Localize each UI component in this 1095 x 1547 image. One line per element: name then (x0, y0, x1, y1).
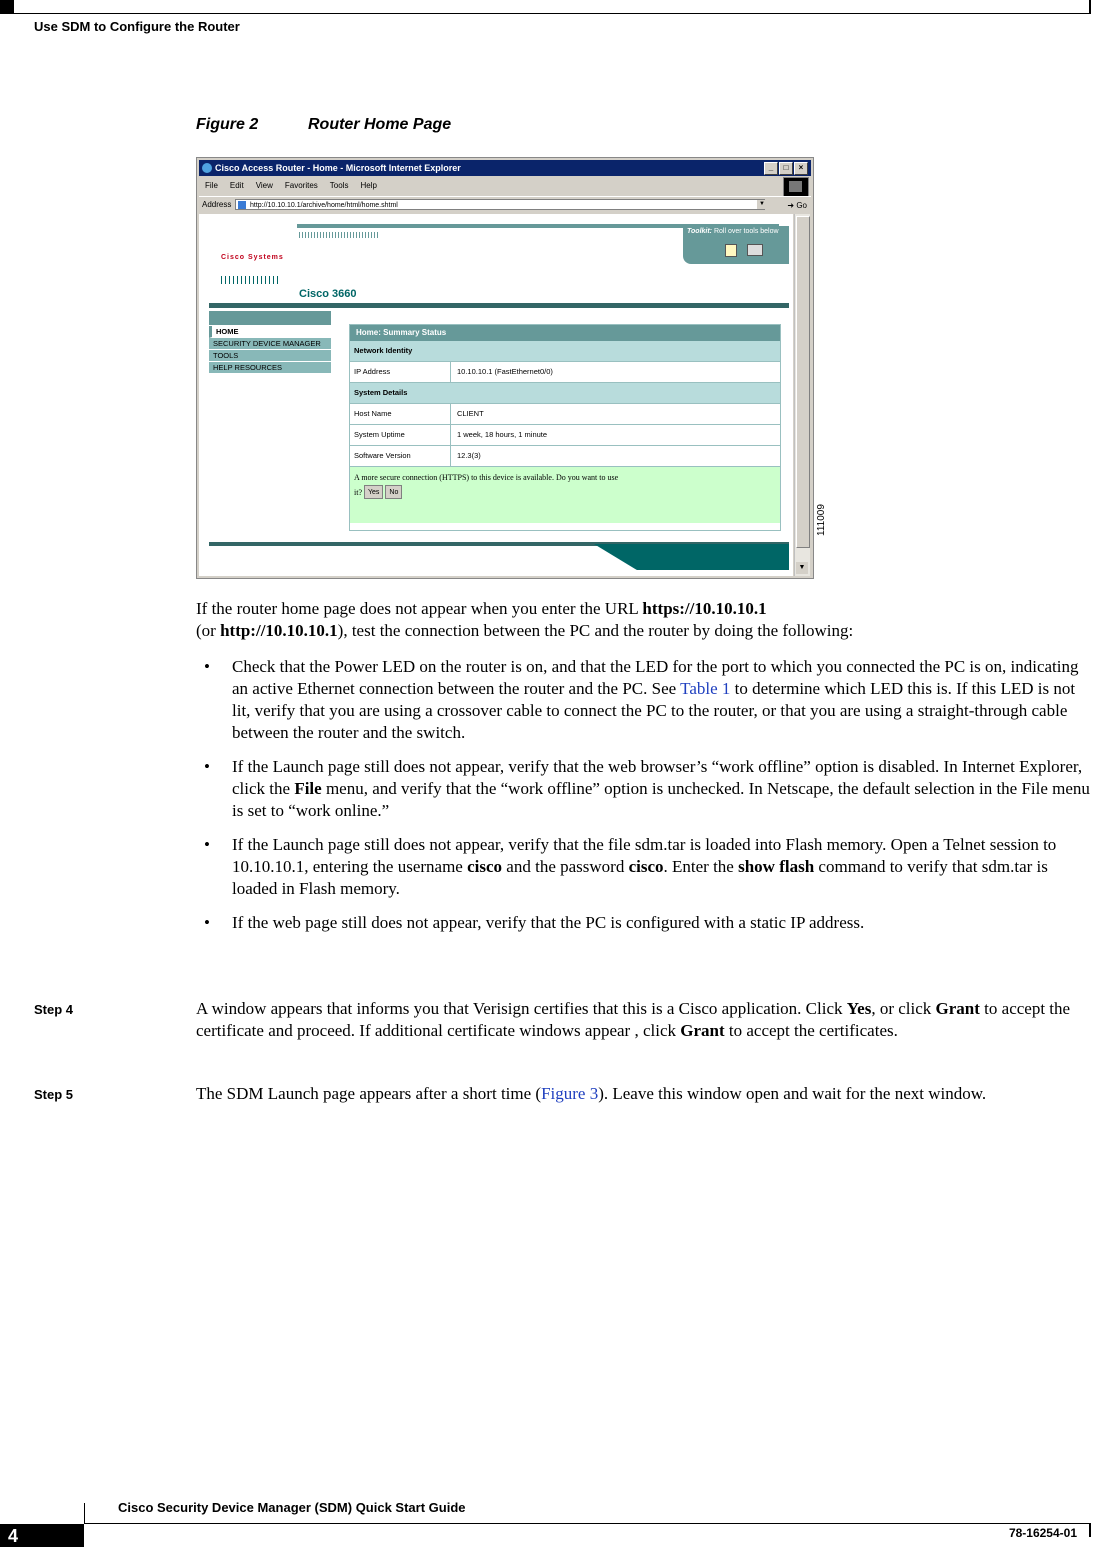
row-ip-address (350, 362, 780, 383)
nav-item-tools[interactable]: TOOLS (209, 350, 331, 362)
bullet-icon: • (204, 757, 210, 776)
row-software-version (350, 446, 780, 467)
menu-edit[interactable]: Edit (229, 181, 244, 190)
running-header: Use SDM to Configure the Router (34, 19, 240, 34)
address-dropdown-icon[interactable]: ▼ (757, 200, 767, 209)
window-controls (764, 162, 808, 175)
figure-number: Figure 2 (196, 116, 259, 133)
bullet-icon: • (204, 657, 210, 676)
figure-caption (196, 116, 451, 134)
menu-view[interactable]: View (255, 181, 273, 190)
row-system-uptime (350, 425, 780, 446)
url-https: https://10.10.10.1 (642, 599, 767, 618)
figure-3-link[interactable]: Figure 3 (541, 1084, 599, 1103)
figure-title: Router Home Page (308, 116, 452, 133)
guide-title: Cisco Security Device Manager (SDM) Quick Start Guide (118, 1500, 466, 1515)
bullet-icon: • (204, 835, 210, 854)
doc-number: 78-16254-01 (1008, 1526, 1077, 1540)
browser-screenshot (196, 157, 814, 579)
ip-value: 10.10.10.1 (FastEthernet0/0) (457, 367, 553, 376)
panel-title: Home: Summary Status (350, 325, 780, 341)
menu-help[interactable]: Help (360, 181, 377, 190)
nav-item-sdm[interactable]: SECURITY DEVICE MANAGER (209, 338, 331, 350)
footer-tick (1089, 1523, 1091, 1537)
no-button[interactable]: No (385, 485, 402, 499)
footer-vertical-rule (84, 1503, 85, 1524)
window-title: Cisco Access Router - Home - Microsoft Internet Explorer (215, 163, 461, 173)
version-label: Software Version (350, 446, 451, 466)
page-number: 4 (8, 1526, 19, 1546)
table-1-link[interactable]: Table 1 (680, 679, 731, 698)
step-4-label: Step 4 (34, 1002, 74, 1017)
decorative-stripes (299, 232, 379, 238)
toolkit-panel (683, 226, 789, 264)
bullet-icon: • (204, 913, 210, 932)
ie-icon (202, 163, 212, 173)
window-titlebar (199, 160, 811, 176)
step-5-label: Step 5 (34, 1087, 74, 1102)
browser-menubar (201, 178, 377, 194)
host-label: Host Name (350, 404, 451, 424)
address-label: Address (202, 200, 232, 209)
page-viewport (199, 214, 793, 576)
uptime-value: 1 week, 18 hours, 1 minute (457, 430, 548, 439)
notice-actions (354, 485, 776, 499)
address-value: http://10.10.10.1/archive/home/html/home.shtml (250, 202, 398, 209)
figure-id: 111009 (816, 504, 827, 536)
nav-item-help[interactable]: HELP RESOURCES (209, 362, 331, 374)
menu-tools[interactable]: Tools (329, 181, 349, 190)
go-button[interactable]: ➜ Go (787, 201, 807, 210)
header-block (0, 0, 14, 14)
list-item: • If the web page still does not appear, verify that the PC is configured with a static IP address. (204, 913, 865, 932)
step-5-text: The SDM Launch page appears after a short time (Figure 3). Leave this window open and wait for the next window. (196, 1084, 987, 1103)
ip-label: IP Address (350, 362, 451, 382)
notepad-icon[interactable] (725, 244, 737, 257)
router-model: Cisco 3660 (299, 288, 357, 300)
https-notice (350, 467, 780, 523)
address-bar (199, 196, 811, 213)
footer-rule (84, 1523, 1091, 1524)
section-system-details: System Details (350, 383, 780, 404)
nav-item-home[interactable]: HOME (209, 326, 331, 338)
list-item: • If the Launch page still does not appear, verify that the file sdm.tar is loaded into Flash memory. Open a Telnet session to 10.10.10.1, entering the username cisco and the password cisco. Enter the show flash command to verify that sdm.tar is loaded in Flash memory. (204, 835, 1057, 898)
nav-header (209, 311, 331, 325)
url-http: http://10.10.10.1 (220, 621, 338, 640)
toolkit-title: Toolkit: Roll over tools below (687, 228, 779, 235)
list-item: • Check that the Power LED on the router is on, and that the LED for the port to which you connected the PC is on, indicating an active Ethernet connection between the router and the PC. See Table 1 to determine which LED this is. If this LED is not lit, verify that you are using a crossover cable to connect the PC to the router, or that you are using a straight-through cable between the router and the switch. (204, 657, 1079, 742)
menu-favorites[interactable]: Favorites (284, 181, 318, 190)
version-value: 12.3(3) (457, 451, 481, 460)
maximize-button[interactable]: □ (779, 162, 793, 175)
intro-paragraph: If the router home page does not appear when you enter the URL https://10.10.10.1 (or http://10.10.10.1), test the connection between the PC and the router by doing the following: (196, 599, 854, 640)
host-value: CLIENT (457, 409, 484, 418)
scroll-thumb[interactable] (796, 216, 810, 548)
uptime-label: System Uptime (350, 425, 451, 445)
summary-status-panel (349, 324, 781, 531)
header-rule (14, 13, 1091, 14)
header-tick (1089, 0, 1091, 14)
step-5 (34, 1083, 1094, 1105)
page-icon (238, 201, 246, 209)
footer-shape (594, 544, 789, 570)
cisco-logo-text: Cisco Systems (221, 254, 284, 261)
section-network-identity: Network Identity (350, 341, 780, 362)
printer-icon[interactable] (747, 244, 763, 256)
yes-button[interactable]: Yes (364, 485, 383, 499)
scroll-down-icon[interactable]: ▼ (796, 562, 808, 574)
troubleshooting-list (196, 656, 1093, 946)
cisco-logo-bars-icon (221, 264, 281, 284)
minimize-button[interactable]: _ (764, 162, 778, 175)
step-4-text: A window appears that informs you that Verisign certifies that this is a Cisco application. Click Yes, or click Grant to accept the certificate and proceed. If additional certificate windows appear , click Grant to accept the certificates. (196, 999, 1071, 1040)
notice-tail: it? (354, 487, 362, 497)
notice-text: A more secure connection (HTTPS) to this device is available. Do you want to use (354, 473, 619, 482)
close-button[interactable]: × (794, 162, 808, 175)
mid-band (209, 303, 789, 308)
menu-file[interactable]: File (205, 181, 218, 190)
row-host-name (350, 404, 780, 425)
step-4 (34, 998, 1094, 1042)
list-item: • If the Launch page still does not appear, verify that the web browser’s “work offline” option is disabled. In Internet Explorer, click the File menu, and verify that the “work offline” option is unchecked. In Netscape, the default selection in the File menu is set to “work online.” (204, 757, 1090, 820)
address-input[interactable] (235, 199, 765, 210)
side-nav (209, 326, 331, 374)
vertical-scrollbar[interactable] (794, 214, 810, 576)
go-label: Go (796, 201, 807, 210)
windows-logo-icon (783, 177, 809, 197)
